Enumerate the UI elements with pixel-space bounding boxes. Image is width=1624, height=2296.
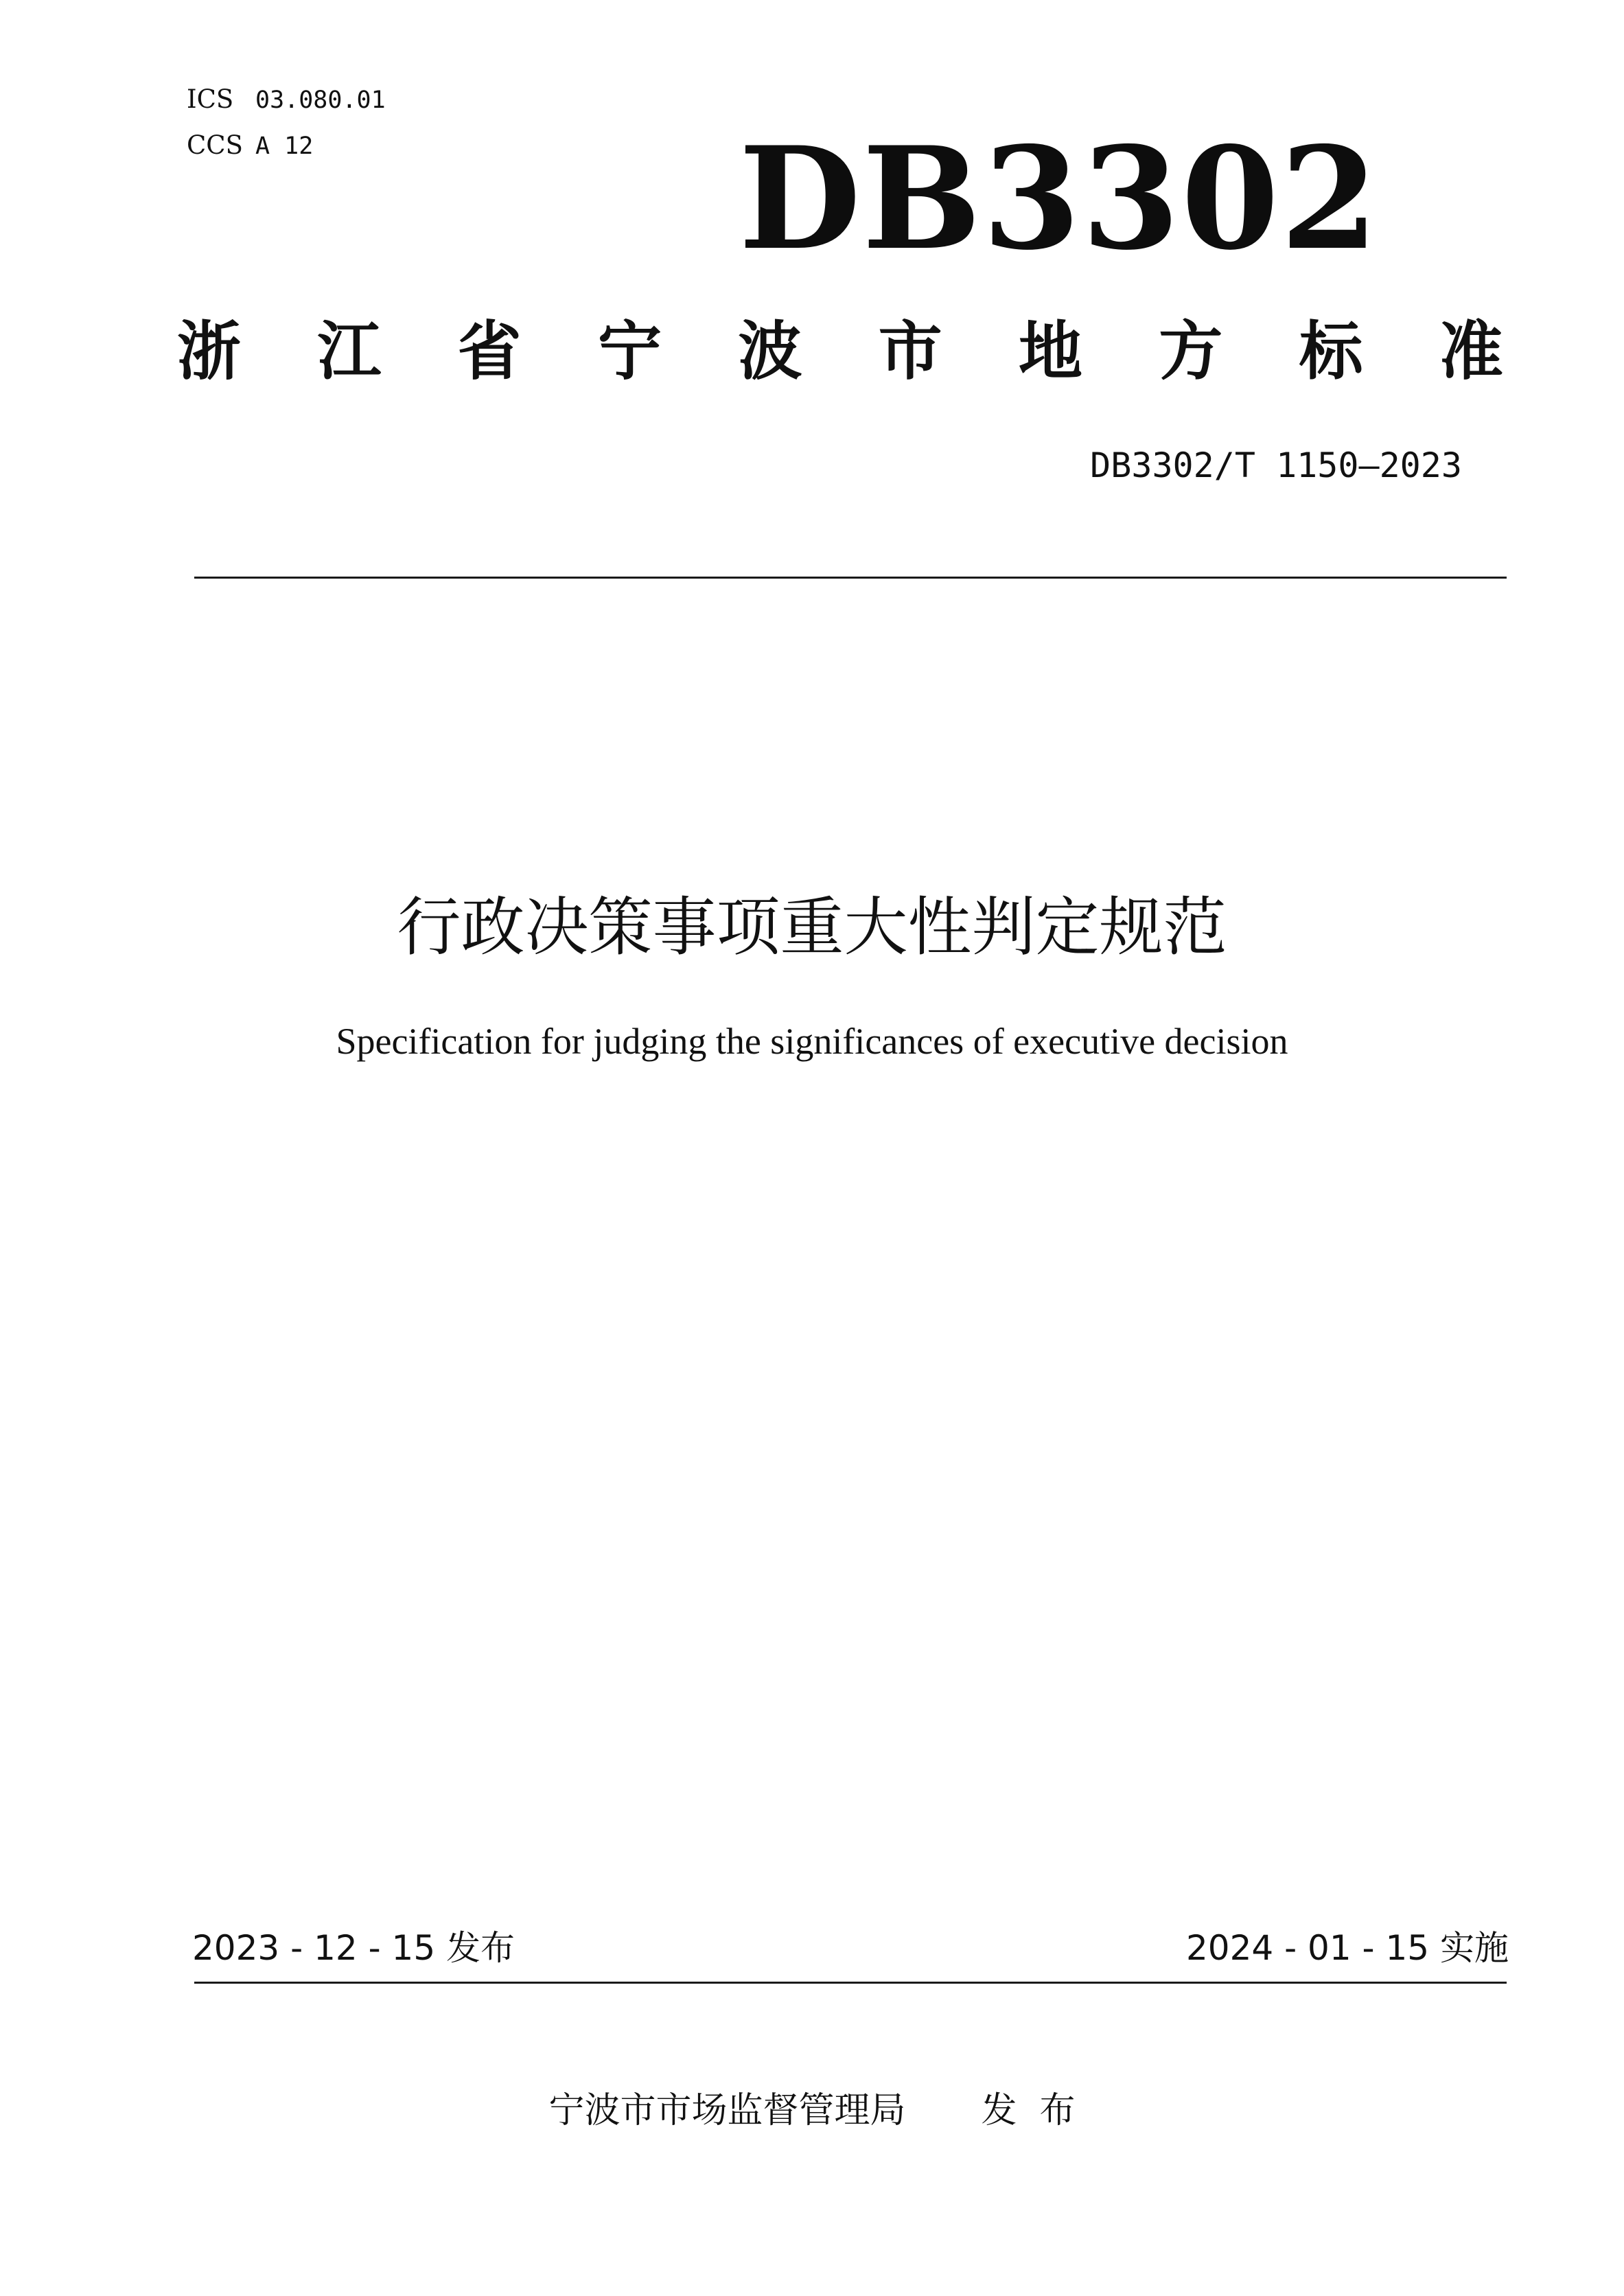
issuer-title-char: 市 — [878, 314, 942, 389]
issuer-title-char: 地 — [1018, 314, 1082, 389]
publisher-line — [0, 2087, 1624, 2135]
issuer-title-char: 方 — [1159, 314, 1223, 389]
document-title-english: Specification for judging the significances of executive decision — [336, 1021, 1288, 1062]
ccs-label: CCS — [187, 130, 243, 160]
issuer-title-char: 标 — [1299, 314, 1363, 389]
implementation-date: 2024 - 01 - 15 实施 — [1185, 1928, 1509, 1968]
document-title-chinese: 行政决策事项重大性判定规范 — [397, 890, 1227, 964]
ics-line — [187, 77, 386, 123]
ics-label: ICS — [187, 84, 234, 114]
issue-date: 2023 - 12 - 15 发布 — [192, 1928, 515, 1968]
top-divider — [194, 577, 1507, 579]
standard-number: DB3302/T 1150—2023 — [1090, 445, 1462, 485]
ccs-line — [187, 123, 386, 169]
issuer-title-char: 省 — [457, 314, 522, 389]
classification-codes — [187, 77, 386, 169]
issuer-title — [177, 314, 1503, 389]
issuer-title-char: 江 — [317, 314, 382, 389]
issuer-title-char: 宁 — [597, 314, 662, 389]
issuer-title-char: 波 — [738, 314, 802, 389]
bottom-divider — [194, 1982, 1507, 1984]
publisher-action: 发 布 — [981, 2090, 1076, 2131]
issuer-title-char: 准 — [1439, 314, 1503, 389]
ccs-value: A 12 — [255, 132, 314, 160]
standard-series-code: DB3302 — [739, 117, 1380, 281]
issuer-title-char: 浙 — [177, 314, 241, 389]
ics-value: 03.080.01 — [255, 86, 386, 114]
publisher-name: 宁波市市场监督管理局 — [548, 2090, 906, 2131]
